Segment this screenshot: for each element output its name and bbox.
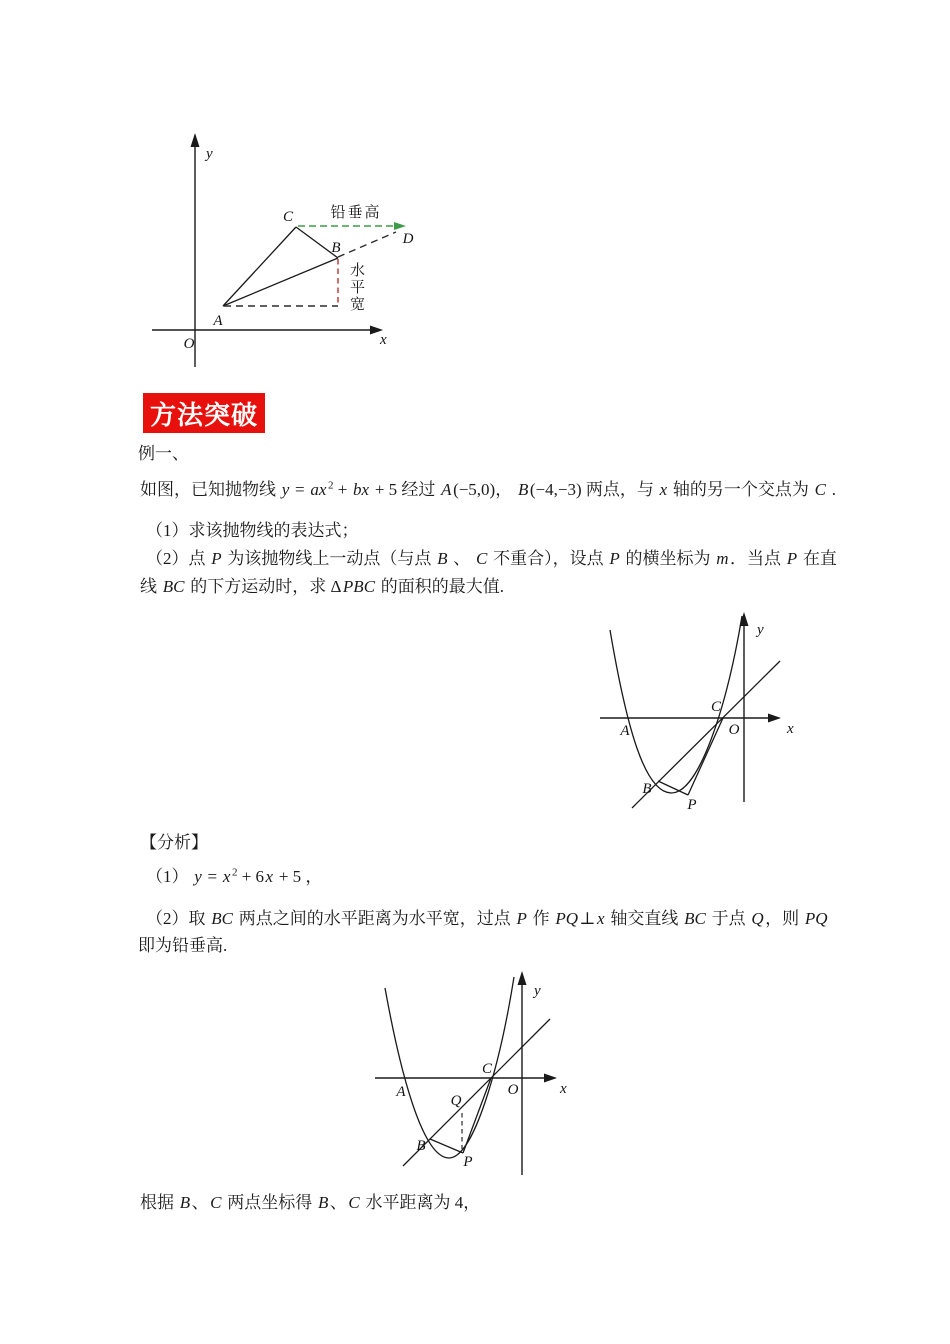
method-banner <box>143 393 265 433</box>
vertical-height-label: 铅垂高 <box>330 205 382 221</box>
point-b-label: B <box>416 1138 426 1154</box>
horizontal-width-label: 水平宽 <box>348 262 364 313</box>
point-c-label: C <box>282 209 294 225</box>
point-a-label: A <box>396 1084 406 1100</box>
x-axis-label: x <box>560 1081 567 1097</box>
y-axis-label: y <box>757 622 764 638</box>
origin-label: O <box>183 336 195 352</box>
y-axis-label: y <box>206 146 213 162</box>
point-c-label: C <box>481 1061 493 1077</box>
conclusion-line: 根据 B、C 两点坐标得 B、C 水平距离为 4， <box>140 1193 481 1212</box>
question-1: （1）求该抛物线的表达式； <box>146 521 359 540</box>
y-axis-arrow-icon <box>518 971 527 985</box>
origin-label: O <box>507 1082 519 1098</box>
segment-ab <box>223 258 338 306</box>
analysis-2-line2: 即为铅垂高. <box>138 936 228 955</box>
parabola-curve <box>610 616 742 793</box>
x-axis-label: x <box>787 721 794 737</box>
x-axis-label: x <box>380 332 387 348</box>
analysis-header: 【分析】 <box>140 833 208 852</box>
parabola-diagram <box>575 606 805 821</box>
y-axis-arrow-icon <box>191 133 200 147</box>
x-axis-arrow-icon <box>768 714 781 723</box>
point-p-label: P <box>687 797 697 813</box>
parabola-diagram-with-q <box>348 963 593 1193</box>
point-a-label: A <box>620 723 630 739</box>
example-label: 例一、 <box>138 444 189 463</box>
point-c-label: C <box>710 699 722 715</box>
question-2-line2: 线 BC 的下方运动时，求 ΔPBC 的面积的最大值. <box>140 577 505 596</box>
problem-intro: 如图，已知抛物线 y = ax $^2$ + bx + 5 经过 A(−5,0)， B(−4,−3) 两点，与 x 轴的另一个交点为 C . <box>140 479 837 499</box>
y-axis-label: y <box>534 983 541 999</box>
segment-ac <box>223 227 296 306</box>
x-axis-arrow-icon <box>544 1074 557 1083</box>
analysis-2-line1: （2）取 BC 两点之间的水平距离为水平宽，过点 P 作 PQ⊥x 轴交直线 BC 于点 Q，则 PQ <box>146 909 828 928</box>
dashed-bd-line <box>338 232 396 257</box>
point-b-label: B <box>331 240 341 256</box>
triangle-method-diagram <box>128 122 448 372</box>
segment-pc <box>463 1078 491 1153</box>
method-banner-label: 方法突破 <box>149 399 258 430</box>
parabola-curve <box>385 977 514 1158</box>
analysis-1: （1） y = x $^2$ + 6x + 5 ， <box>146 866 323 886</box>
point-p-label: P <box>463 1154 473 1170</box>
point-d-label: D <box>402 231 414 247</box>
point-q-label: Q <box>450 1093 462 1109</box>
origin-label: O <box>728 722 740 738</box>
question-2-line1: （2）点 P 为该抛物线上一动点（与点 B 、 C 不重合），设点 P 的横坐标为 m．当点 P 在直 <box>146 549 837 568</box>
point-b-label: B <box>642 781 652 797</box>
line-bc <box>632 661 780 808</box>
segment-pc <box>688 718 723 795</box>
green-arrow-icon <box>394 222 406 230</box>
point-a-label: A <box>213 313 223 329</box>
